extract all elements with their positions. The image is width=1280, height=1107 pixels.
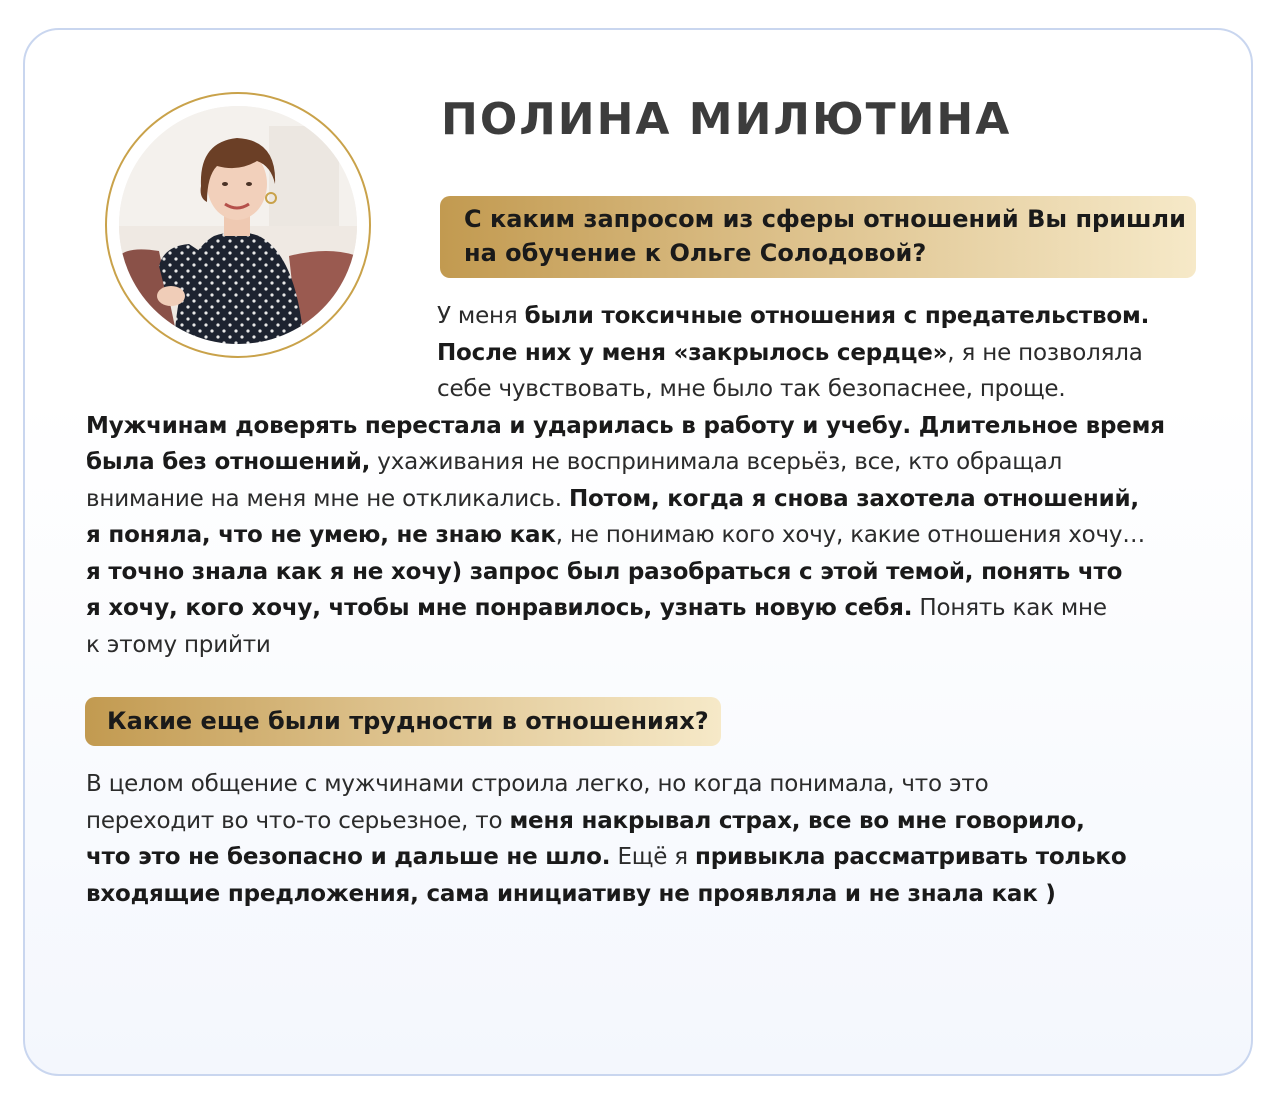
text-segment: У меня: [437, 303, 525, 329]
question-banner-1: [440, 196, 1196, 278]
answer-1-line-10: к этому прийти: [86, 631, 271, 658]
text-segment: внимание на меня мне не откликались.: [86, 485, 569, 512]
bold-segment: входящие предложения, сама инициативу не проявляла и не знала как ): [86, 880, 1056, 907]
answer-1: [86, 298, 1236, 663]
answer-2: [86, 766, 1236, 912]
person-name: ПОЛИНА МИЛЮТИНА: [441, 94, 1012, 145]
text-segment: переходит во что-то серьезное, то: [86, 807, 510, 834]
question-1-line-2: на обучение к Ольге Солодовой?: [464, 239, 927, 267]
bold-segment: меня накрывал страх, все во мне говорило,: [509, 807, 1085, 834]
bold-segment: была без отношений,: [86, 449, 371, 475]
text-segment: , не понимаю кого хочу, какие отношения хочу…: [555, 522, 1146, 548]
question-banner-2: [85, 697, 721, 746]
bold-segment: Потом, когда я снова захотела отношений,: [568, 485, 1139, 512]
bold-segment: что это не безопасно и дальше не шло.: [86, 844, 611, 870]
answer-1-line-2: [86, 335, 1236, 372]
text-segment: , я не позволяла: [947, 339, 1143, 366]
question-2-text: Какие еще были трудности в отношениях?: [107, 707, 709, 735]
answer-1-line-8: [86, 554, 1236, 591]
bold-segment: Мужчинам доверять перестала и ударилась в работу и учебу. Длительное время: [86, 412, 1165, 439]
bold-segment: я хочу, кого хочу, чтобы мне понравилось, узнать новую себя.: [86, 595, 913, 621]
answer-2-line-3: [86, 839, 1236, 876]
bold-segment: привыкла рассматривать только: [695, 844, 1127, 870]
answer-1-line-6: [86, 481, 1236, 518]
text-segment: ухаживания не воспринимала всерьёз, все, кто обращал: [370, 449, 1063, 475]
question-1-line-1: С каким запросом из сферы отношений Вы пришли: [464, 205, 1186, 233]
answer-1-line-3: себе чувствовать, мне было так безопаснее, проще.: [437, 376, 1066, 402]
answer-1-line-5: [86, 444, 1236, 481]
answer-2-line-2: [86, 803, 1236, 840]
answer-2-line-4: [86, 876, 1236, 913]
text-segment: Понять как мне: [912, 595, 1107, 621]
bold-segment: были токсичные отношения с предательством.: [524, 303, 1150, 329]
bold-segment: я точно знала как я не хочу) запрос был разобраться с этой темой, понять что: [86, 558, 1123, 585]
answer-1-line-1: [86, 298, 1236, 335]
answer-1-line-9: [86, 590, 1236, 627]
bold-segment: я поняла, что не умею, не знаю как: [86, 522, 556, 548]
bold-segment: После них у меня «закрылось сердце»: [437, 339, 948, 366]
answer-1-line-7: [86, 517, 1236, 554]
text-segment: Ещё я: [610, 844, 696, 870]
answer-1-line-4: [86, 408, 1236, 445]
answer-2-line-1: В целом общение с мужчинами строила легко, но когда понимала, что это: [86, 771, 989, 797]
